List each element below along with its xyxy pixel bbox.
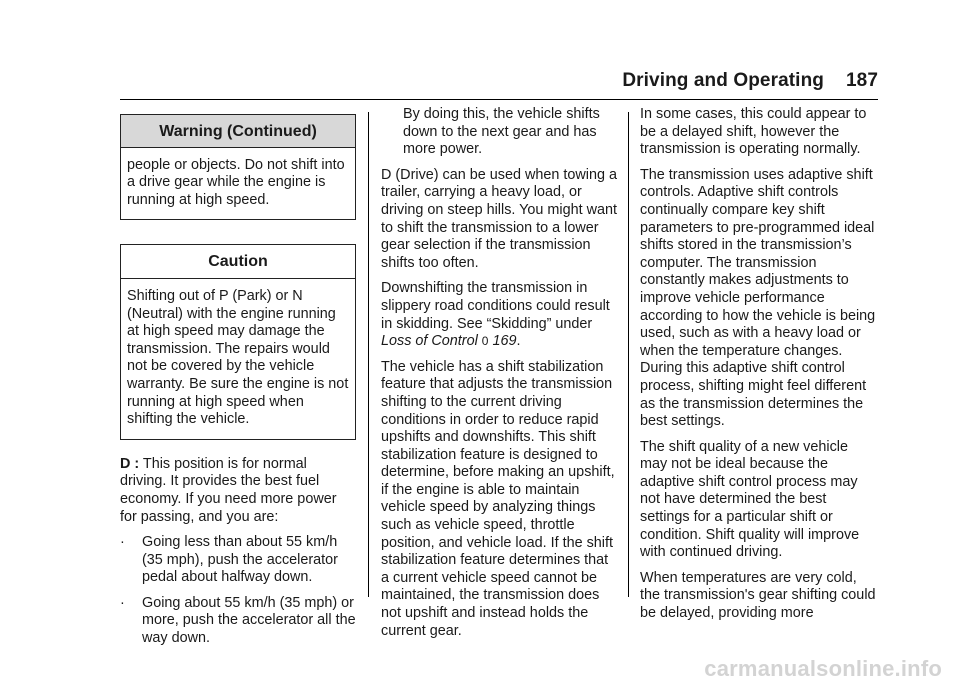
bullet-text: Going about 55 km/h (35 mph) or more, push the accelerator all the way down. <box>142 594 356 647</box>
paragraph: When temperatures are very cold, the transmission's gear shifting could be delayed, providing more <box>640 569 876 622</box>
caution-title: Caution <box>121 245 355 279</box>
column-3 <box>640 106 878 631</box>
paragraph: D (Drive) can be used when towing a trailer, carrying a heavy load, or driving on steep hills. You might want to shift the transmission to a lower gear selection if the transmission shifts too often. <box>381 166 617 271</box>
watermark: carmanualsonline.info <box>704 656 942 681</box>
paragraph <box>381 280 617 350</box>
page-ref-icon: 0 <box>481 334 489 349</box>
column-1 <box>120 106 356 656</box>
paragraph: The vehicle has a shift stabilization feature that adjusts the transmission shifting to the current driving conditions in order to reduce rapid upshifts and downshifts. This shift stabilization feature is designed to determine, before making an upshift, if the engine is able to maintain vehicle speed by analyzing things such as vehicle speed, throttle position, and vehicle load. If the shift stabilization feature determines that a current vehicle speed cannot be maintained, the transmission does not upshift and instead holds the current gear. <box>381 358 615 639</box>
paragraph: In some cases, this could appear to be a delayed shift, however the transmission is operating normally. <box>640 106 867 158</box>
warning-title: Warning (Continued) <box>121 115 355 148</box>
section-title: Driving and Operating <box>622 70 824 91</box>
header-rule <box>120 99 878 100</box>
warning-body: people or objects. Do not shift into a drive gear while the engine is running at high speed. <box>127 156 345 208</box>
caution-body: Shifting out of P (Park) or N (Neutral) with the engine running at high speed may damage the transmission. The repairs would not be covered by the vehicle warranty. Be sure the engine is not running at high speed when shifting the vehicle. <box>127 287 349 428</box>
page-header <box>622 70 878 92</box>
period: . <box>516 333 521 350</box>
warning-box <box>120 114 356 220</box>
column-2 <box>381 106 617 648</box>
bullet-dot: · <box>120 594 125 611</box>
bullet-text: Going less than about 55 km/h (35 mph), push the accelerator pedal about halfway down. <box>142 534 338 586</box>
paragraph: The shift quality of a new vehicle may not be ideal because the adaptive shift control process may not have determined the best settings for a particular shift or condition. Shift quality will improve with continued driving. <box>640 438 860 561</box>
bullet-item <box>120 534 356 587</box>
bullet-dot: · <box>120 534 125 551</box>
cross-reference-link[interactable]: Loss of Control <box>381 333 478 350</box>
page-reference[interactable]: 169 <box>492 333 517 350</box>
drive-paragraph <box>120 456 356 526</box>
paragraph: The transmission uses adaptive shift controls. Adaptive shift controls continually compare key shift parameters to pre-programmed ideal shifts stored in the transmission’s computer. The transmission constantly makes adjustments to improve vehicle performance according to how the vehicle is being used, such as with a heavy load or when the temperature changes. During this adaptive shift control process, shifting might feel different as the transmission determines the best settings. <box>640 166 876 430</box>
bullet-item <box>120 595 356 648</box>
caution-box <box>120 244 356 439</box>
page-number: 187 <box>845 70 878 91</box>
drive-label: D : <box>120 455 140 472</box>
continued-bullet-text: By doing this, the vehicle shifts down to the next gear and has more power. <box>403 106 600 158</box>
column-divider-2 <box>628 112 629 597</box>
paragraph-text: Downshifting the transmission in slippery road conditions could result in skidding. See “Skidding” under <box>381 280 610 332</box>
column-divider-1 <box>368 112 369 597</box>
drive-text: This position is for normal driving. It provides the best fuel economy. If you need more power for passing, and you are: <box>120 455 337 525</box>
